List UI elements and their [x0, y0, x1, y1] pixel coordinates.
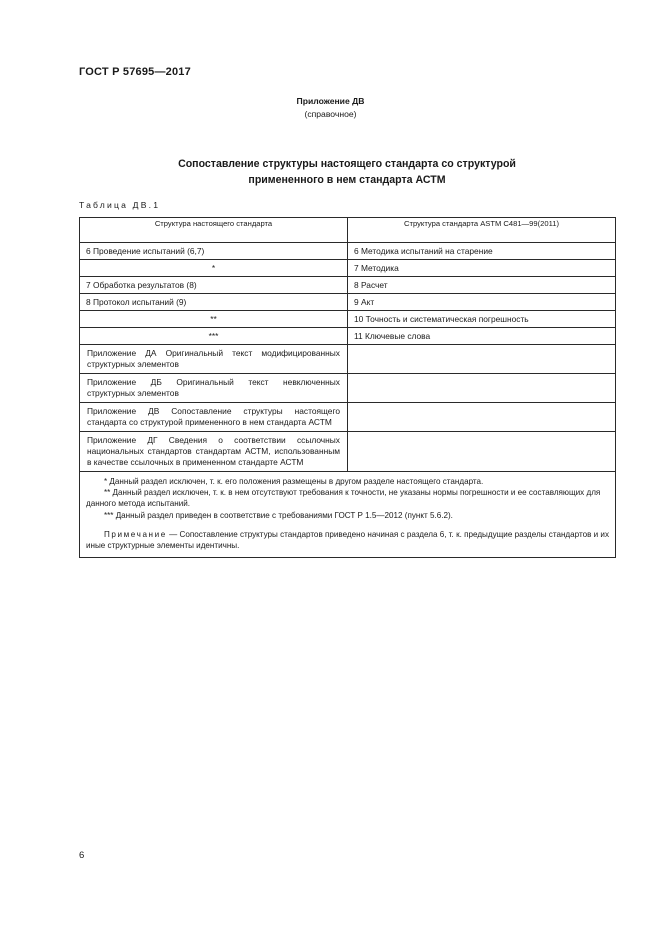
- footnote: *** Данный раздел приведен в соответствие с требованиями ГОСТ Р 1.5—2012 (пункт 5.6.2).: [104, 510, 453, 520]
- footnote: * Данный раздел исключен, т. к. его положения размещены в другом разделе настоящего стандарта.: [104, 477, 484, 486]
- table-row: [80, 432, 616, 472]
- document-code: ГОСТ Р 57695—2017: [79, 66, 191, 78]
- table-footnotes-row: [80, 472, 616, 558]
- table-cell: 6 Методика испытаний на старение: [348, 243, 616, 260]
- table-cell: 10 Точность и систематическая погрешность: [348, 311, 616, 328]
- page-title: [79, 156, 615, 188]
- table-cell: 7 Методика: [348, 260, 616, 277]
- title-line-1: Сопоставление структуры настоящего стандарта со структурой: [178, 158, 516, 170]
- table-row: [80, 294, 616, 311]
- note-text: — Сопоставление структуры стандартов приведено начиная с раздела 6, т. к. предыдущие разделы стандартов и их иные структурные элементы идентичны.: [86, 529, 609, 551]
- table-caption: Таблица ДВ.1: [79, 200, 161, 210]
- page-number: 6: [79, 850, 85, 861]
- table-cell: [348, 345, 616, 374]
- table-cell: 8 Расчет: [348, 277, 616, 294]
- table-row: [80, 243, 616, 260]
- table-cell: 9 Акт: [348, 294, 616, 311]
- table-note: [86, 529, 609, 551]
- table-row: [80, 403, 616, 432]
- header-cell-astm: Структура стандарта ASTM C481—99(2011): [348, 218, 616, 243]
- table-row: [80, 328, 616, 345]
- table-row: [80, 311, 616, 328]
- note-label: Примечание: [104, 529, 167, 539]
- table-row: [80, 260, 616, 277]
- footnotes-cell: [80, 472, 616, 558]
- footnote: ** Данный раздел исключен, т. к. в нем отсутствуют требования к точности, не указаны нормы погрешности и ее составляющих для данного метода испытаний.: [86, 488, 601, 509]
- table-cell: [348, 403, 616, 432]
- table-cell: [348, 374, 616, 403]
- table-cell: 11 Ключевые слова: [348, 328, 616, 345]
- appendix-heading: [0, 95, 661, 121]
- table-row: [80, 277, 616, 294]
- header-cell-national: Структура настоящего стандарта: [80, 218, 348, 243]
- table-header-row: [80, 218, 616, 243]
- table-cell: Приложение ДВ Сопоставление структуры настоящего стандарта со структурой примененного в нем стандарта АСТМ: [80, 403, 348, 432]
- table-cell: Приложение ДГ Сведения о соответствии ссылочных национальных стандартов стандартам АСТМ, использованным в качестве ссылочных в примененном стандарте АСТМ: [80, 432, 348, 472]
- comparison-table: [79, 217, 616, 558]
- appendix-subtitle: (справочное): [304, 109, 357, 119]
- title-line-2: примененного в нем стандарта АСТМ: [248, 174, 446, 186]
- table-cell: 7 Обработка результатов (8): [80, 277, 348, 294]
- table-cell: Приложение ДА Оригинальный текст модифицированных структурных элементов: [80, 345, 348, 374]
- table-cell: Приложение ДБ Оригинальный текст невключенных структурных элементов: [80, 374, 348, 403]
- table-cell: 6 Проведение испытаний (6,7): [80, 243, 348, 260]
- table-cell: ***: [80, 328, 348, 345]
- table-row: [80, 345, 616, 374]
- table-cell: *: [80, 260, 348, 277]
- appendix-title: Приложение ДВ: [296, 96, 365, 106]
- table-row: [80, 374, 616, 403]
- table-cell: **: [80, 311, 348, 328]
- table-cell: [348, 432, 616, 472]
- table-cell: 8 Протокол испытаний (9): [80, 294, 348, 311]
